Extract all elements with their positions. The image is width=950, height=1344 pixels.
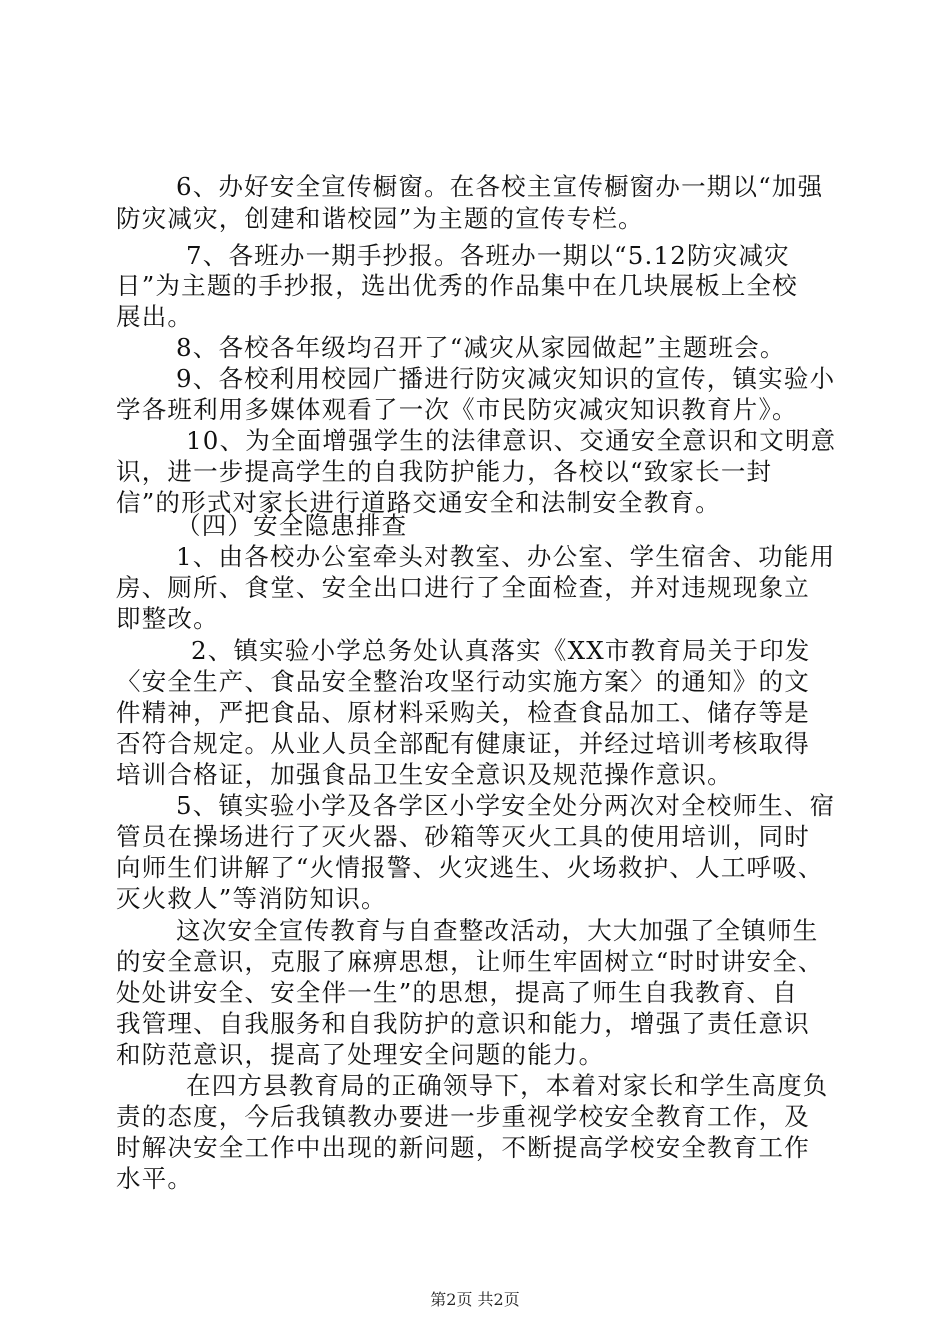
text-line: 1、由各校办公室牵头对教室、办公室、学生宿舍、功能用 xyxy=(176,542,836,571)
text-line: 学各班利用多媒体观看了一次《市民防灾减灾知识教育片》。 xyxy=(116,395,798,424)
text-line: 处处讲安全、安全伴一生”的思想，提高了师生自我教育、自 xyxy=(116,978,798,1007)
section-heading: （四）安全隐患排查 xyxy=(176,511,408,540)
text-line: 培训合格证，加强食品卫生安全意识及规范操作意识。 xyxy=(116,760,733,789)
text-line: 5、镇实验小学及各学区小学安全处分两次对全校师生、宿 xyxy=(176,791,836,820)
text-line: 灭火救人”等消防知识。 xyxy=(116,884,387,913)
text-line: 信”的形式对家长进行道路交通安全和法制安全教育。 xyxy=(116,488,721,517)
text-line: 即整改。 xyxy=(116,604,219,633)
text-line: 10、为全面增强学生的法律意识、交通安全意识和文明意 xyxy=(186,426,837,455)
text-line: 7、各班办一期手抄报。各班办一期以“5.12防灾减灾 xyxy=(186,241,790,270)
text-line: 在四方县教育局的正确领导下，本着对家长和学生高度负 xyxy=(186,1071,829,1100)
text-line: 否符合规定。从业人员全部配有健康证，并经过培训考核取得 xyxy=(116,729,810,758)
text-line: 时解决安全工作中出现的新问题，不断提高学校安全教育工作 xyxy=(116,1133,810,1162)
text-line: 识，进一步提高学生的自我防护能力，各校以“致家长一封 xyxy=(116,457,773,486)
text-line: 9、各校利用校园广播进行防灾减灾知识的宣传，镇实验小 xyxy=(176,364,836,393)
text-line: 8、各校各年级均召开了“减灾从家园做起”主题班会。 xyxy=(176,333,786,362)
text-line: 6、办好安全宣传橱窗。在各校主宣传橱窗办一期以“加强 xyxy=(176,172,824,201)
text-line: 水平。 xyxy=(116,1164,194,1193)
text-line: 和防范意识，提高了处理安全问题的能力。 xyxy=(116,1040,605,1069)
text-line: 件精神，严把食品、原材料采购关，检查食品加工、储存等是 xyxy=(116,698,810,727)
page-footer: 第2页 共2页 xyxy=(430,1290,520,1309)
text-line: 2、镇实验小学总务处认真落实《XX市教育局关于印发 xyxy=(191,636,811,665)
text-line: 这次安全宣传教育与自查整改活动，大大加强了全镇师生 xyxy=(176,916,819,945)
text-line: 向师生们讲解了“火情报警、火灾逃生、火场救护、人工呼吸、 xyxy=(116,853,824,882)
text-line: 的安全意识，克服了麻痹思想，让师生牢固树立“时时讲安全、 xyxy=(116,947,824,976)
text-line: 房、厕所、食堂、安全出口进行了全面检查，并对违规现象立 xyxy=(116,573,810,602)
text-line: 管员在操场进行了灭火器、砂箱等灭火工具的使用培训，同时 xyxy=(116,822,810,851)
text-line: 我管理、自我服务和自我防护的意识和能力，增强了责任意识 xyxy=(116,1009,810,1038)
text-line: 防灾减灾，创建和谐校园”为主题的宣传专栏。 xyxy=(116,204,644,233)
text-line: 日”为主题的手抄报，选出优秀的作品集中在几块展板上全校 xyxy=(116,271,798,300)
text-line: 责的态度，今后我镇教办要进一步重视学校安全教育工作，及 xyxy=(116,1102,810,1131)
text-line: 展出。 xyxy=(116,302,194,331)
text-line: 〈安全生产、食品安全整治攻坚行动实施方案〉的通知》的文 xyxy=(116,667,810,696)
